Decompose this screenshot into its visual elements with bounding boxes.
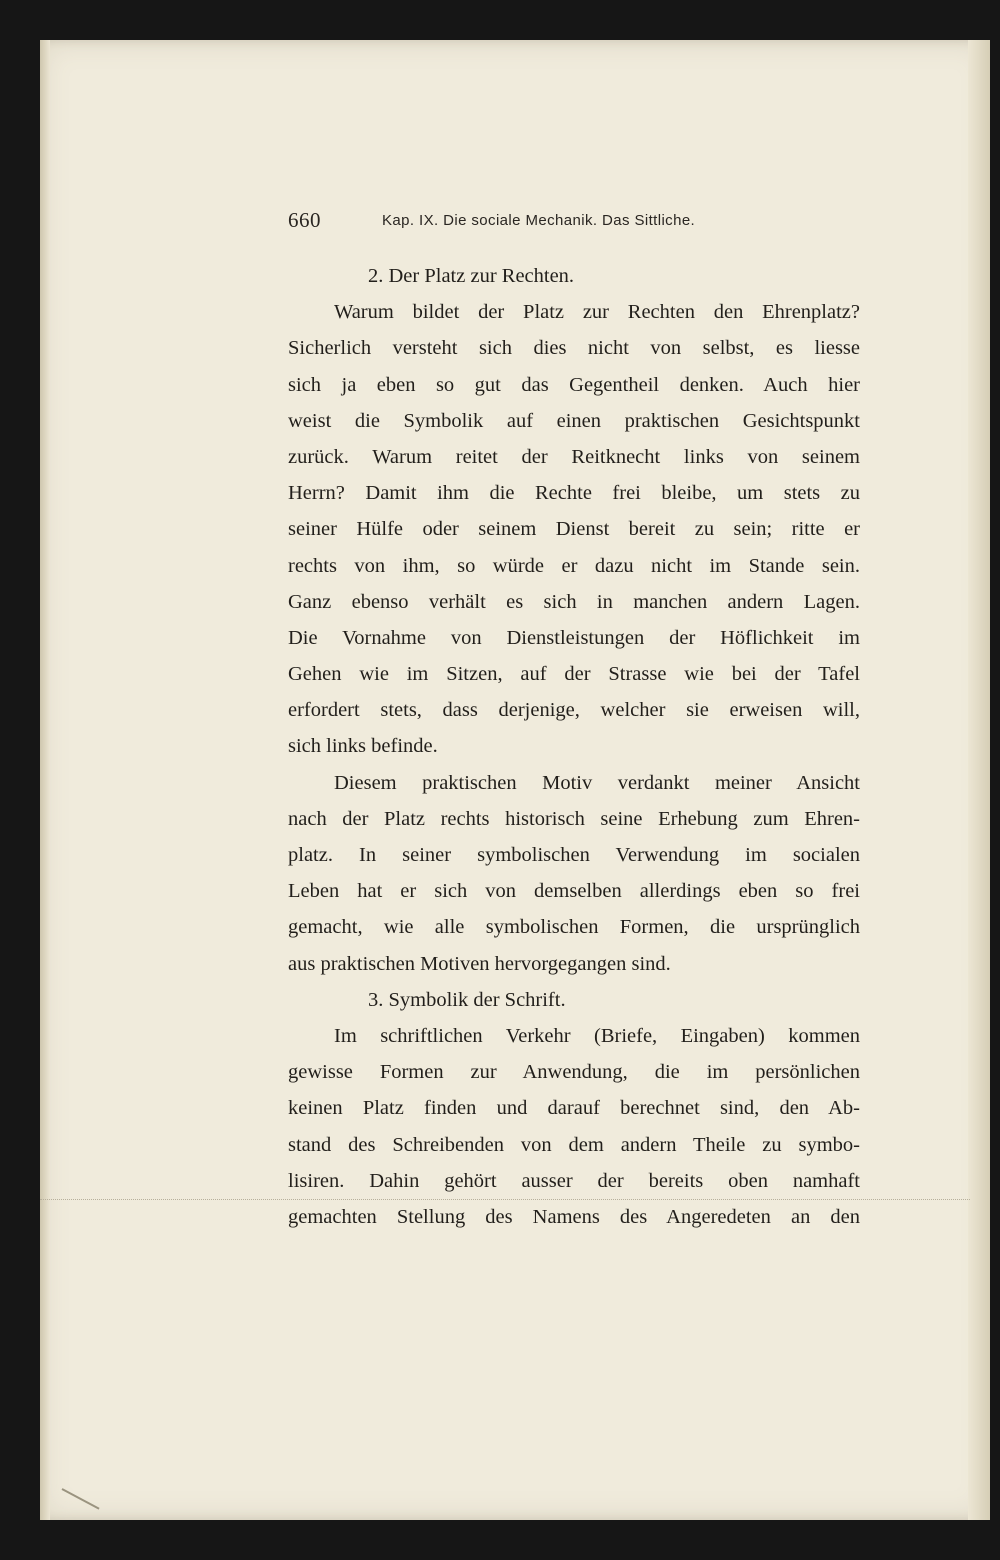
text-line: Diesem praktischen Motiv verdankt meiner Ansicht [334, 771, 860, 794]
page-left-edge [40, 40, 50, 1520]
body-text [288, 258, 860, 1235]
text-line: Die Vornahme von Dienstleistungen der Höflichkeit im [288, 626, 860, 649]
text-line: weist die Symbolik auf einen praktischen Gesichtspunkt [288, 409, 860, 432]
text-line: erfordert stets, dass derjenige, welcher sie erweisen will, [288, 699, 860, 722]
text-line: rechts von ihm, so würde er dazu nicht im Stande sein. [288, 554, 860, 577]
text-line: Sicherlich versteht sich dies nicht von selbst, es liesse [288, 337, 860, 360]
running-title: Kap. IX. Die sociale Mechanik. Das Sittliche. [382, 212, 696, 229]
text-line: gewisse Formen zur Anwendung, die im persönlichen [288, 1061, 860, 1084]
text-line: Herrn? Damit ihm die Rechte frei bleibe, um stets zu [288, 482, 860, 505]
page-right-edge [968, 40, 990, 1520]
section-heading: 3. Symbolik der Schrift. [368, 988, 566, 1011]
text-line: gemachten Stellung des Namens des Angeredeten an den [288, 1205, 860, 1228]
text-line: stand des Schreibenden von dem andern Theile zu symbo- [288, 1133, 860, 1156]
text-line: gemacht, wie alle symbolischen Formen, die ursprünglich [288, 916, 860, 939]
text-line: Im schriftlichen Verkehr (Briefe, Eingaben) kommen [334, 1024, 860, 1047]
text-line: platz. In seiner symbolischen Verwendung im socialen [288, 844, 860, 866]
text-line: zurück. Warum reitet der Reitknecht links von seinem [288, 445, 860, 468]
text-line: Leben hat er sich von demselben allerdings eben so frei [288, 880, 860, 903]
running-header [288, 208, 860, 242]
text-line: aus praktischen Motiven hervorgegangen sind. [288, 952, 671, 975]
text-line: nach der Platz rechts historisch seine Erhebung zum Ehren- [288, 807, 860, 830]
text-line: Warum bildet der Platz zur Rechten den Ehrenplatz? [334, 301, 860, 324]
text-line: sich ja eben so gut das Gegentheil denken. Auch hier [288, 373, 860, 396]
text-line: sich links befinde. [288, 735, 438, 758]
dotted-guide-line [40, 1199, 970, 1200]
text-line: seiner Hülfe oder seinem Dienst bereit zu sein; ritte er [288, 518, 860, 541]
text-line: Ganz ebenso verhält es sich in manchen andern Lagen. [288, 590, 860, 613]
text-line: keinen Platz finden und darauf berechnet sind, den Ab- [288, 1097, 860, 1120]
text-line: lisiren. Dahin gehört ausser der bereits oben namhaft [288, 1169, 860, 1192]
text-line: Gehen wie im Sitzen, auf der Strasse wie bei der Tafel [288, 663, 860, 686]
page-number: 660 [288, 208, 321, 232]
section-heading: 2. Der Platz zur Rechten. [368, 265, 575, 287]
